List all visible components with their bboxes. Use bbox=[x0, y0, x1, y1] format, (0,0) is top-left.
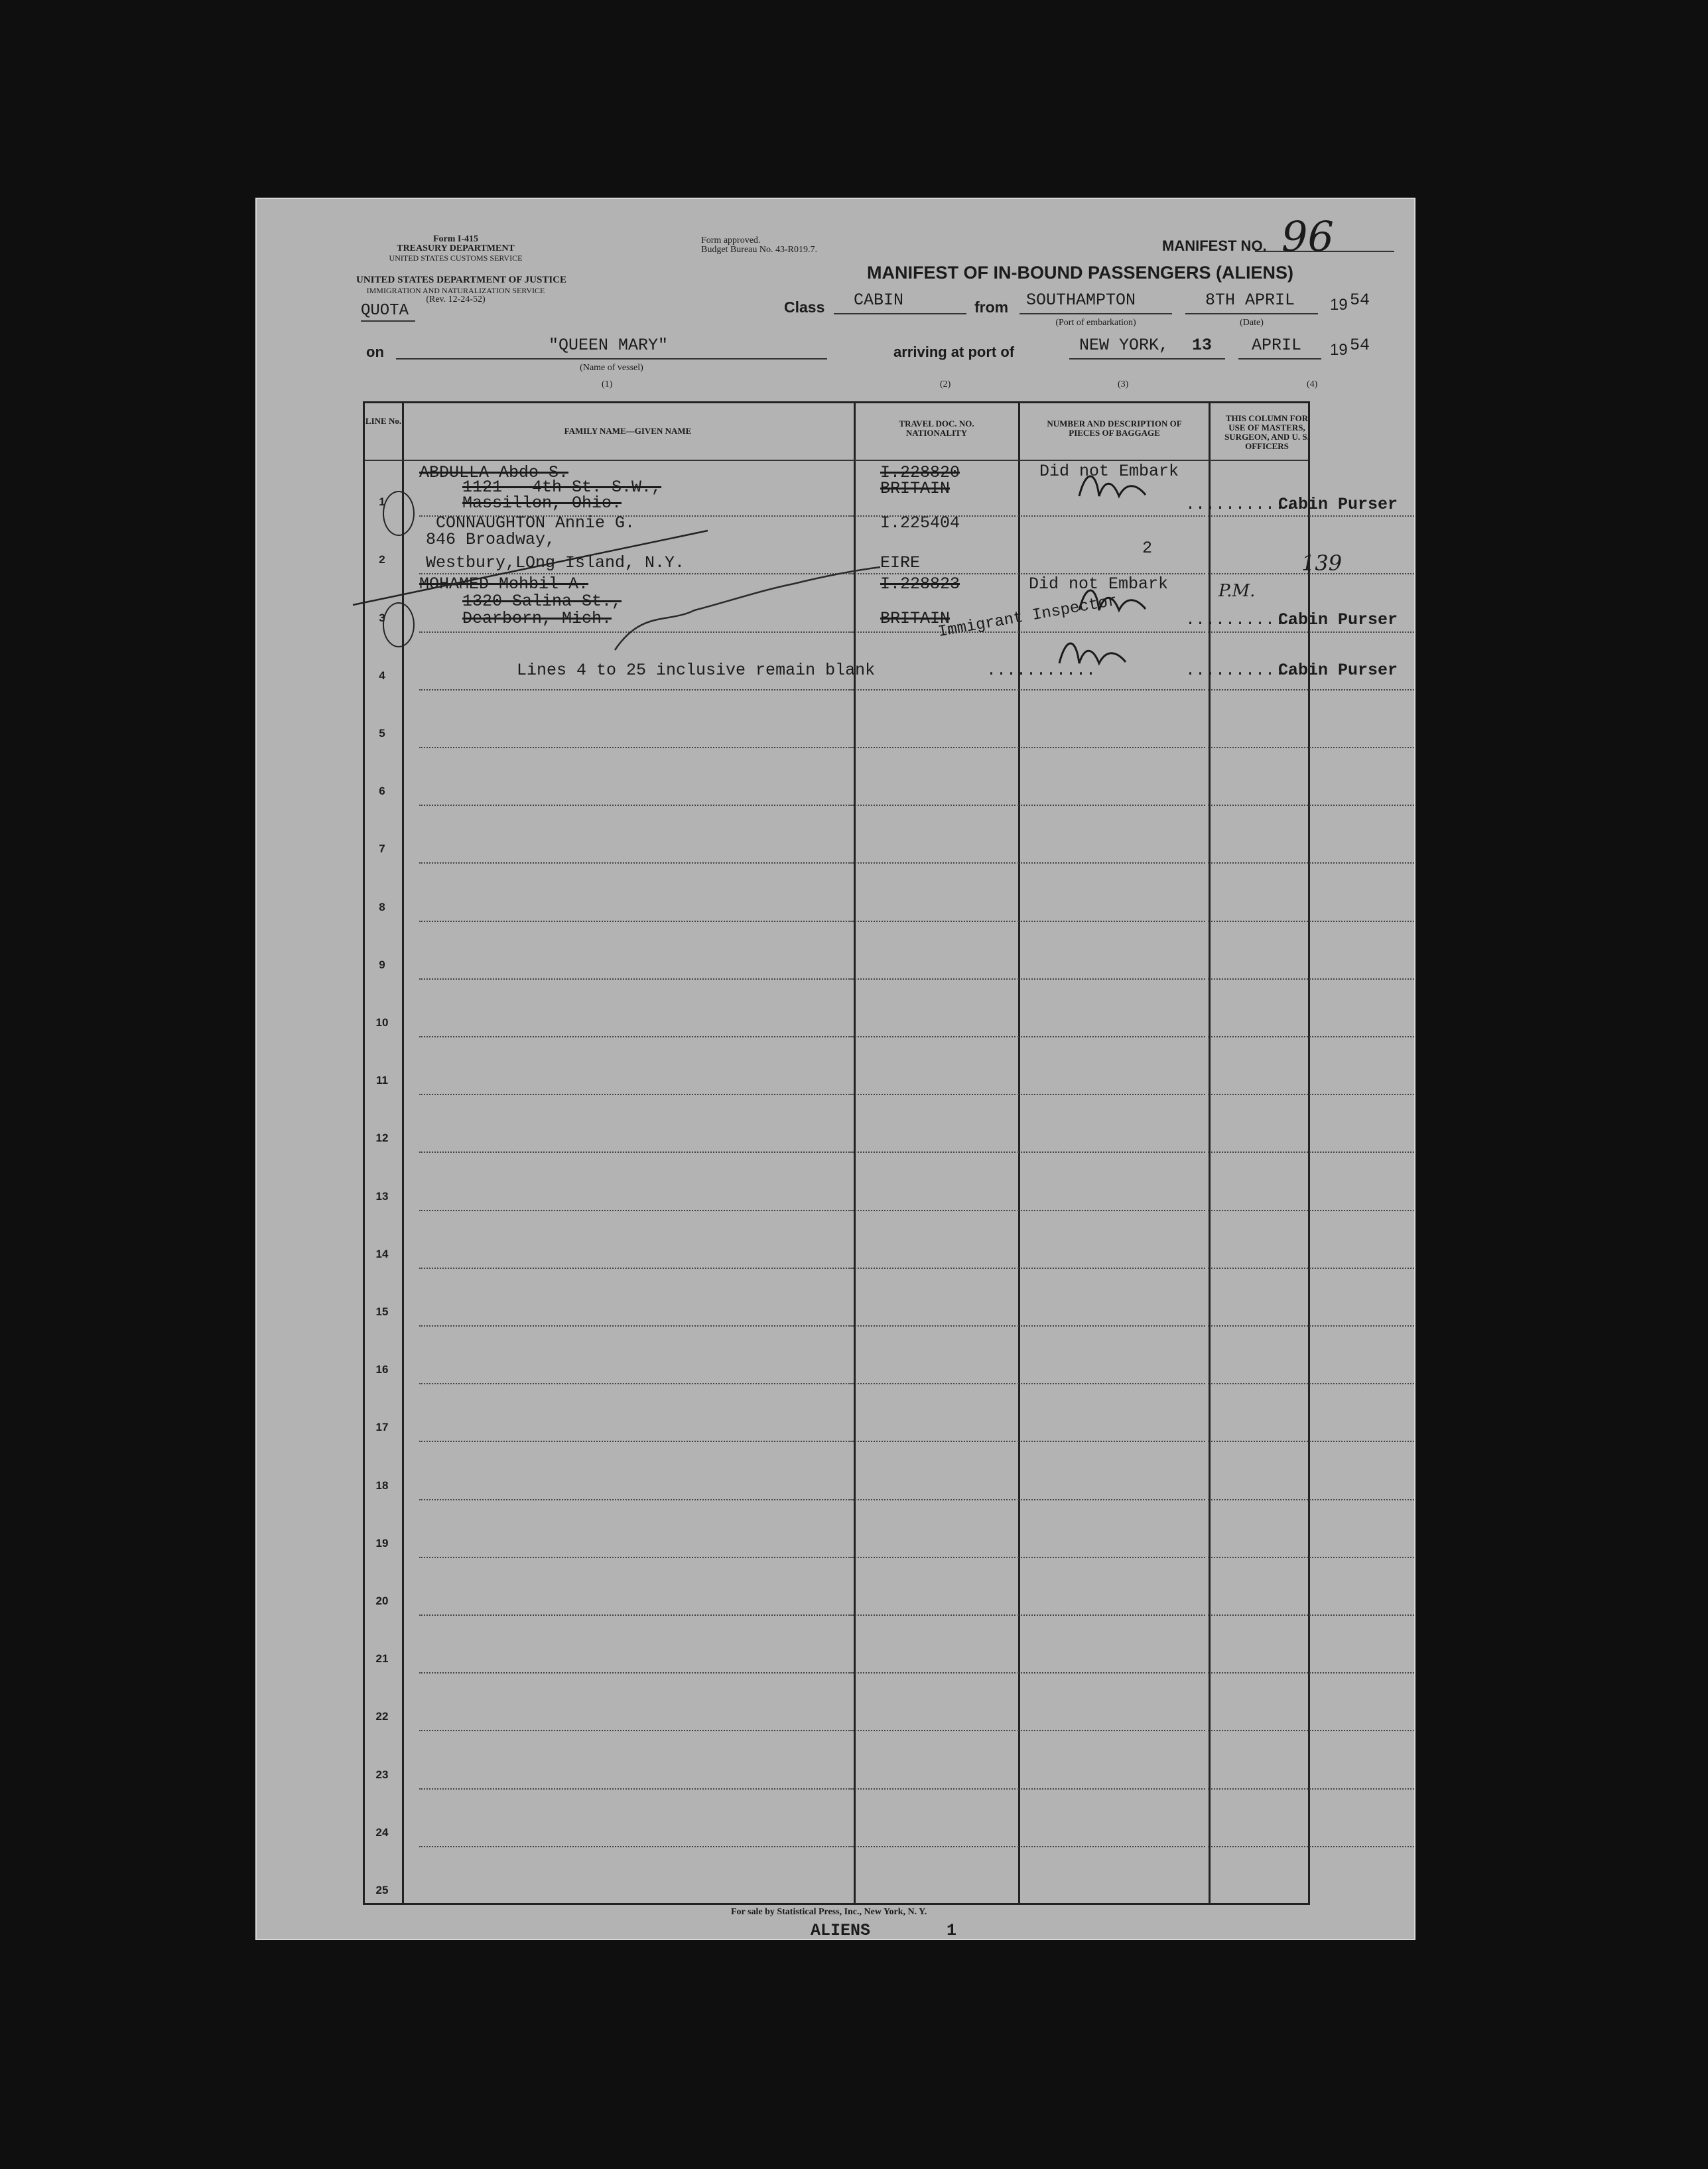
line-number: 6 bbox=[379, 785, 385, 798]
col-ref-1: (1) bbox=[602, 379, 613, 389]
line-3-circle-mark bbox=[383, 602, 415, 647]
date-underline bbox=[1185, 313, 1318, 314]
line-number: 3 bbox=[379, 611, 385, 624]
line-number: 12 bbox=[375, 1132, 389, 1145]
form-number: Form I-415 bbox=[432, 234, 479, 244]
row-line bbox=[852, 1557, 1016, 1558]
row-line bbox=[1018, 1499, 1205, 1500]
entry-3-address-line2: Dearborn, Mich. bbox=[462, 609, 612, 628]
row-line bbox=[1018, 805, 1205, 806]
row-line bbox=[852, 1383, 1016, 1384]
row-line bbox=[419, 1268, 852, 1269]
agency-justice: UNITED STATES DEPARTMENT OF JUSTICE bbox=[356, 275, 567, 285]
entry-2-address-line1: 846 Broadway, bbox=[426, 530, 556, 549]
row-line bbox=[852, 1036, 1016, 1037]
class-value: CABIN bbox=[854, 291, 904, 310]
row-line bbox=[1018, 1441, 1205, 1442]
entry-2-baggage: 2 bbox=[1142, 539, 1153, 558]
row-line bbox=[419, 1730, 852, 1731]
arriving-label: arriving at port of bbox=[893, 344, 1015, 360]
row-line bbox=[1018, 1325, 1205, 1327]
entry-1-address-line1: 1121 - 4th St. S.W., bbox=[462, 478, 662, 497]
entry-1-baggage: Did not Embark bbox=[1039, 462, 1179, 481]
row-line bbox=[1208, 1383, 1414, 1384]
row-line bbox=[1018, 1672, 1205, 1674]
manifest-no-label: MANIFEST NO. bbox=[1162, 237, 1267, 254]
col-divider bbox=[854, 403, 856, 1903]
entry-2-name: CONNAUGHTON Annie G. bbox=[436, 513, 635, 533]
arrival-month: APRIL bbox=[1252, 336, 1302, 355]
line-number: 8 bbox=[379, 900, 385, 913]
vessel-underline bbox=[396, 358, 827, 360]
row-line bbox=[1018, 1557, 1205, 1558]
row-line bbox=[1018, 978, 1205, 980]
row-line bbox=[1208, 1441, 1414, 1442]
row-line bbox=[1018, 1268, 1205, 1269]
row-line bbox=[1208, 1268, 1414, 1269]
line-number: 17 bbox=[375, 1421, 389, 1434]
line-number: 9 bbox=[379, 958, 385, 971]
row-line bbox=[419, 1557, 852, 1558]
row-line bbox=[1208, 1788, 1414, 1790]
line-number: 24 bbox=[375, 1825, 389, 1839]
row-line bbox=[852, 1846, 1016, 1847]
line-number: 16 bbox=[375, 1363, 389, 1376]
pm-annotation: P.M. bbox=[1218, 581, 1256, 601]
row-line bbox=[1208, 1499, 1414, 1500]
from-label: from bbox=[974, 298, 1009, 316]
row-line bbox=[852, 1441, 1016, 1442]
row-line bbox=[852, 1499, 1016, 1500]
row-line bbox=[852, 1672, 1016, 1674]
row-line bbox=[1208, 862, 1414, 864]
vessel-caption: (Name of vessel) bbox=[580, 363, 643, 373]
row-line bbox=[419, 1151, 852, 1153]
row-line bbox=[852, 1094, 1016, 1095]
col-ref-3: (3) bbox=[1118, 379, 1129, 389]
row-line bbox=[419, 1036, 852, 1037]
entry-2-address-line2: Westbury,LOng Island, N.Y. bbox=[426, 553, 685, 572]
row-line bbox=[1018, 1094, 1205, 1095]
blank-note-leader-2: ........... bbox=[1185, 661, 1295, 680]
row-line bbox=[419, 1614, 852, 1616]
row-line bbox=[419, 631, 852, 633]
entry-3-travel-doc: I.228823 bbox=[880, 574, 960, 594]
on-label: on bbox=[366, 344, 384, 360]
row-line bbox=[1208, 1846, 1414, 1847]
agency-ins: IMMIGRATION AND NATURALIZATION SERVICE bbox=[366, 286, 545, 295]
year-prefix-arrival: 19 bbox=[1330, 341, 1348, 359]
line-number: 22 bbox=[375, 1710, 389, 1723]
line-number: 11 bbox=[376, 1074, 388, 1087]
printer-credit: For sale by Statistical Press, Inc., New York, N. Y. bbox=[731, 1907, 927, 1917]
line-number: 5 bbox=[379, 727, 385, 740]
row-line bbox=[419, 862, 852, 864]
row-line bbox=[1018, 747, 1205, 748]
row-line bbox=[1018, 515, 1205, 517]
entry-1-officer: Cabin Purser bbox=[1278, 495, 1398, 514]
class-underline bbox=[834, 313, 966, 314]
row-line bbox=[419, 921, 852, 922]
col-ref-2: (2) bbox=[940, 379, 951, 389]
entry-1-name: ABDULLA Abdo S. bbox=[419, 463, 569, 482]
port-of-arrival: NEW YORK, bbox=[1079, 336, 1169, 355]
line-number: 2 bbox=[379, 553, 385, 566]
line-number: 13 bbox=[375, 1189, 389, 1203]
row-line bbox=[1018, 862, 1205, 864]
vessel-name: "QUEEN MARY" bbox=[549, 336, 669, 355]
quota-underline bbox=[361, 320, 415, 322]
inspector-stamp: Immigrant Inspector bbox=[937, 592, 1119, 641]
entry-3-name: MOHAMED Mohbil A. bbox=[419, 574, 589, 594]
row-line bbox=[1208, 1325, 1414, 1327]
agency-treasury: TREASURY DEPARTMENT bbox=[397, 243, 515, 253]
line-number: 23 bbox=[375, 1768, 389, 1781]
arrival-month-underline bbox=[1238, 358, 1321, 360]
col-header-line-no: LINE No. bbox=[365, 416, 402, 426]
row-line bbox=[1208, 1210, 1414, 1211]
row-line bbox=[419, 805, 852, 806]
row-line bbox=[1018, 1614, 1205, 1616]
entry-3-baggage: Did not Embark bbox=[1029, 574, 1169, 594]
entry-3-nationality: BRITAIN bbox=[880, 609, 951, 628]
row-line bbox=[419, 1325, 852, 1327]
line-number: 1 bbox=[379, 495, 385, 509]
entry-2-travel-doc: I.225404 bbox=[880, 513, 960, 533]
row-line bbox=[1208, 1730, 1414, 1731]
row-line bbox=[1018, 689, 1205, 690]
blank-note-officer: Cabin Purser bbox=[1278, 661, 1398, 680]
col-divider bbox=[1018, 403, 1020, 1903]
budget-bureau: Budget Bureau No. 43-R019.7. bbox=[701, 245, 817, 255]
row-line bbox=[419, 689, 852, 690]
arrival-day: 13 bbox=[1192, 336, 1213, 355]
line-number: 25 bbox=[375, 1884, 389, 1896]
row-line bbox=[852, 1325, 1016, 1327]
row-line bbox=[1018, 921, 1205, 922]
manifest-number: 96 bbox=[1281, 212, 1334, 261]
embark-date: 8TH APRIL bbox=[1205, 291, 1295, 310]
line-number: 14 bbox=[375, 1247, 389, 1260]
class-label: Class bbox=[784, 298, 825, 316]
blank-note-leader: ........... bbox=[986, 661, 1096, 680]
entry-1-address-line2: Massillon, Ohio. bbox=[462, 493, 622, 513]
row-line bbox=[852, 921, 1016, 922]
line-number: 19 bbox=[375, 1536, 389, 1549]
row-line bbox=[1208, 1557, 1414, 1558]
line-number: 20 bbox=[375, 1595, 389, 1607]
row-line bbox=[1018, 1151, 1205, 1153]
row-line bbox=[419, 1788, 852, 1790]
year-embark: 54 bbox=[1350, 291, 1370, 310]
entry-3-address-line1: 1320 Salina St., bbox=[462, 592, 622, 611]
blank-lines-note: Lines 4 to 25 inclusive remain blank bbox=[517, 661, 876, 680]
row-line bbox=[1018, 1730, 1205, 1731]
year-prefix-embark: 19 bbox=[1330, 296, 1348, 314]
embark-underline bbox=[1019, 313, 1172, 314]
row-line bbox=[1208, 689, 1414, 690]
row-line bbox=[419, 1846, 852, 1847]
row-line bbox=[1208, 1151, 1414, 1153]
row-line bbox=[1018, 631, 1205, 633]
row-line bbox=[852, 1730, 1016, 1731]
arrival-underline bbox=[1069, 358, 1225, 360]
row-line bbox=[1208, 805, 1414, 806]
line-number: 7 bbox=[379, 842, 385, 856]
row-line bbox=[419, 1383, 852, 1384]
line-number: 15 bbox=[375, 1305, 389, 1318]
embark-caption: (Port of embarkation) bbox=[1055, 318, 1136, 328]
row-line bbox=[1208, 1672, 1414, 1674]
col-ref-4: (4) bbox=[1307, 379, 1318, 389]
line-number: 4 bbox=[379, 669, 385, 682]
row-line bbox=[419, 1441, 852, 1442]
row-line bbox=[1208, 1614, 1414, 1616]
row-line bbox=[419, 1094, 852, 1095]
row-line bbox=[1208, 747, 1414, 748]
row-line bbox=[852, 1614, 1016, 1616]
row-line bbox=[852, 1151, 1016, 1153]
row-line bbox=[1018, 1846, 1205, 1847]
form-approved: Form approved. bbox=[701, 235, 761, 245]
row-line bbox=[1018, 1210, 1205, 1211]
line-number: 10 bbox=[375, 1016, 389, 1029]
row-line bbox=[852, 978, 1016, 980]
row-line bbox=[1018, 1036, 1205, 1037]
year-arrival: 54 bbox=[1350, 336, 1370, 355]
row-line bbox=[852, 1788, 1016, 1790]
row-line bbox=[852, 747, 1016, 748]
row-line bbox=[1018, 1788, 1205, 1790]
port-of-embarkation: SOUTHAMPTON bbox=[1026, 291, 1136, 310]
row-line bbox=[419, 1499, 852, 1500]
col-header-officers: THIS COLUMN FOR USE OF MASTERS, SURGEON, AND U. S. OFFICERS bbox=[1224, 413, 1309, 451]
agency-customs: UNITED STATES CUSTOMS SERVICE bbox=[389, 253, 523, 263]
entry-2-nationality: EIRE bbox=[880, 553, 921, 572]
row-line bbox=[419, 978, 852, 980]
col-header-travel-doc: TRAVEL DOC. NO. NATIONALITY bbox=[899, 419, 974, 438]
entry-1-travel-doc: I.228820 bbox=[880, 463, 960, 482]
entry-1-leader: ........... bbox=[1185, 495, 1295, 514]
row-line bbox=[852, 862, 1016, 864]
row-line bbox=[1208, 1094, 1414, 1095]
row-line bbox=[419, 1672, 852, 1674]
quota-label: QUOTA bbox=[361, 302, 409, 320]
footer-page-number: 1 bbox=[947, 1921, 957, 1940]
date-caption: (Date) bbox=[1240, 318, 1264, 328]
row-line bbox=[1208, 1036, 1414, 1037]
row-line bbox=[1208, 978, 1414, 980]
entry-3-leader: ........... bbox=[1185, 610, 1295, 629]
row-line bbox=[1208, 921, 1414, 922]
footer-category: ALIENS bbox=[811, 1921, 871, 1940]
entry-1-nationality: BRITAIN bbox=[880, 479, 951, 498]
line-number: 18 bbox=[375, 1479, 389, 1492]
row-line bbox=[419, 747, 852, 748]
row-line bbox=[852, 1268, 1016, 1269]
manifest-page bbox=[255, 198, 1415, 1940]
entry-2-officer: 139 bbox=[1301, 551, 1343, 576]
line-1-circle-mark bbox=[383, 491, 415, 536]
row-line bbox=[419, 1210, 852, 1211]
line-number: 21 bbox=[375, 1652, 389, 1666]
entry-3-officer: Cabin Purser bbox=[1278, 610, 1398, 629]
col-header-name: FAMILY NAME—GIVEN NAME bbox=[564, 426, 692, 436]
row-line bbox=[852, 689, 1016, 690]
col-header-baggage: NUMBER AND DESCRIPTION OF PIECES OF BAGGAGE bbox=[1047, 419, 1182, 438]
header-divider bbox=[365, 460, 1308, 461]
row-line bbox=[1208, 631, 1414, 633]
row-line bbox=[852, 1210, 1016, 1211]
form-revision: (Rev. 12-24-52) bbox=[426, 295, 486, 304]
row-line bbox=[852, 805, 1016, 806]
row-line bbox=[1208, 515, 1414, 517]
form-title: MANIFEST OF IN-BOUND PASSENGERS (ALIENS) bbox=[867, 263, 1294, 283]
row-line bbox=[1018, 1383, 1205, 1384]
